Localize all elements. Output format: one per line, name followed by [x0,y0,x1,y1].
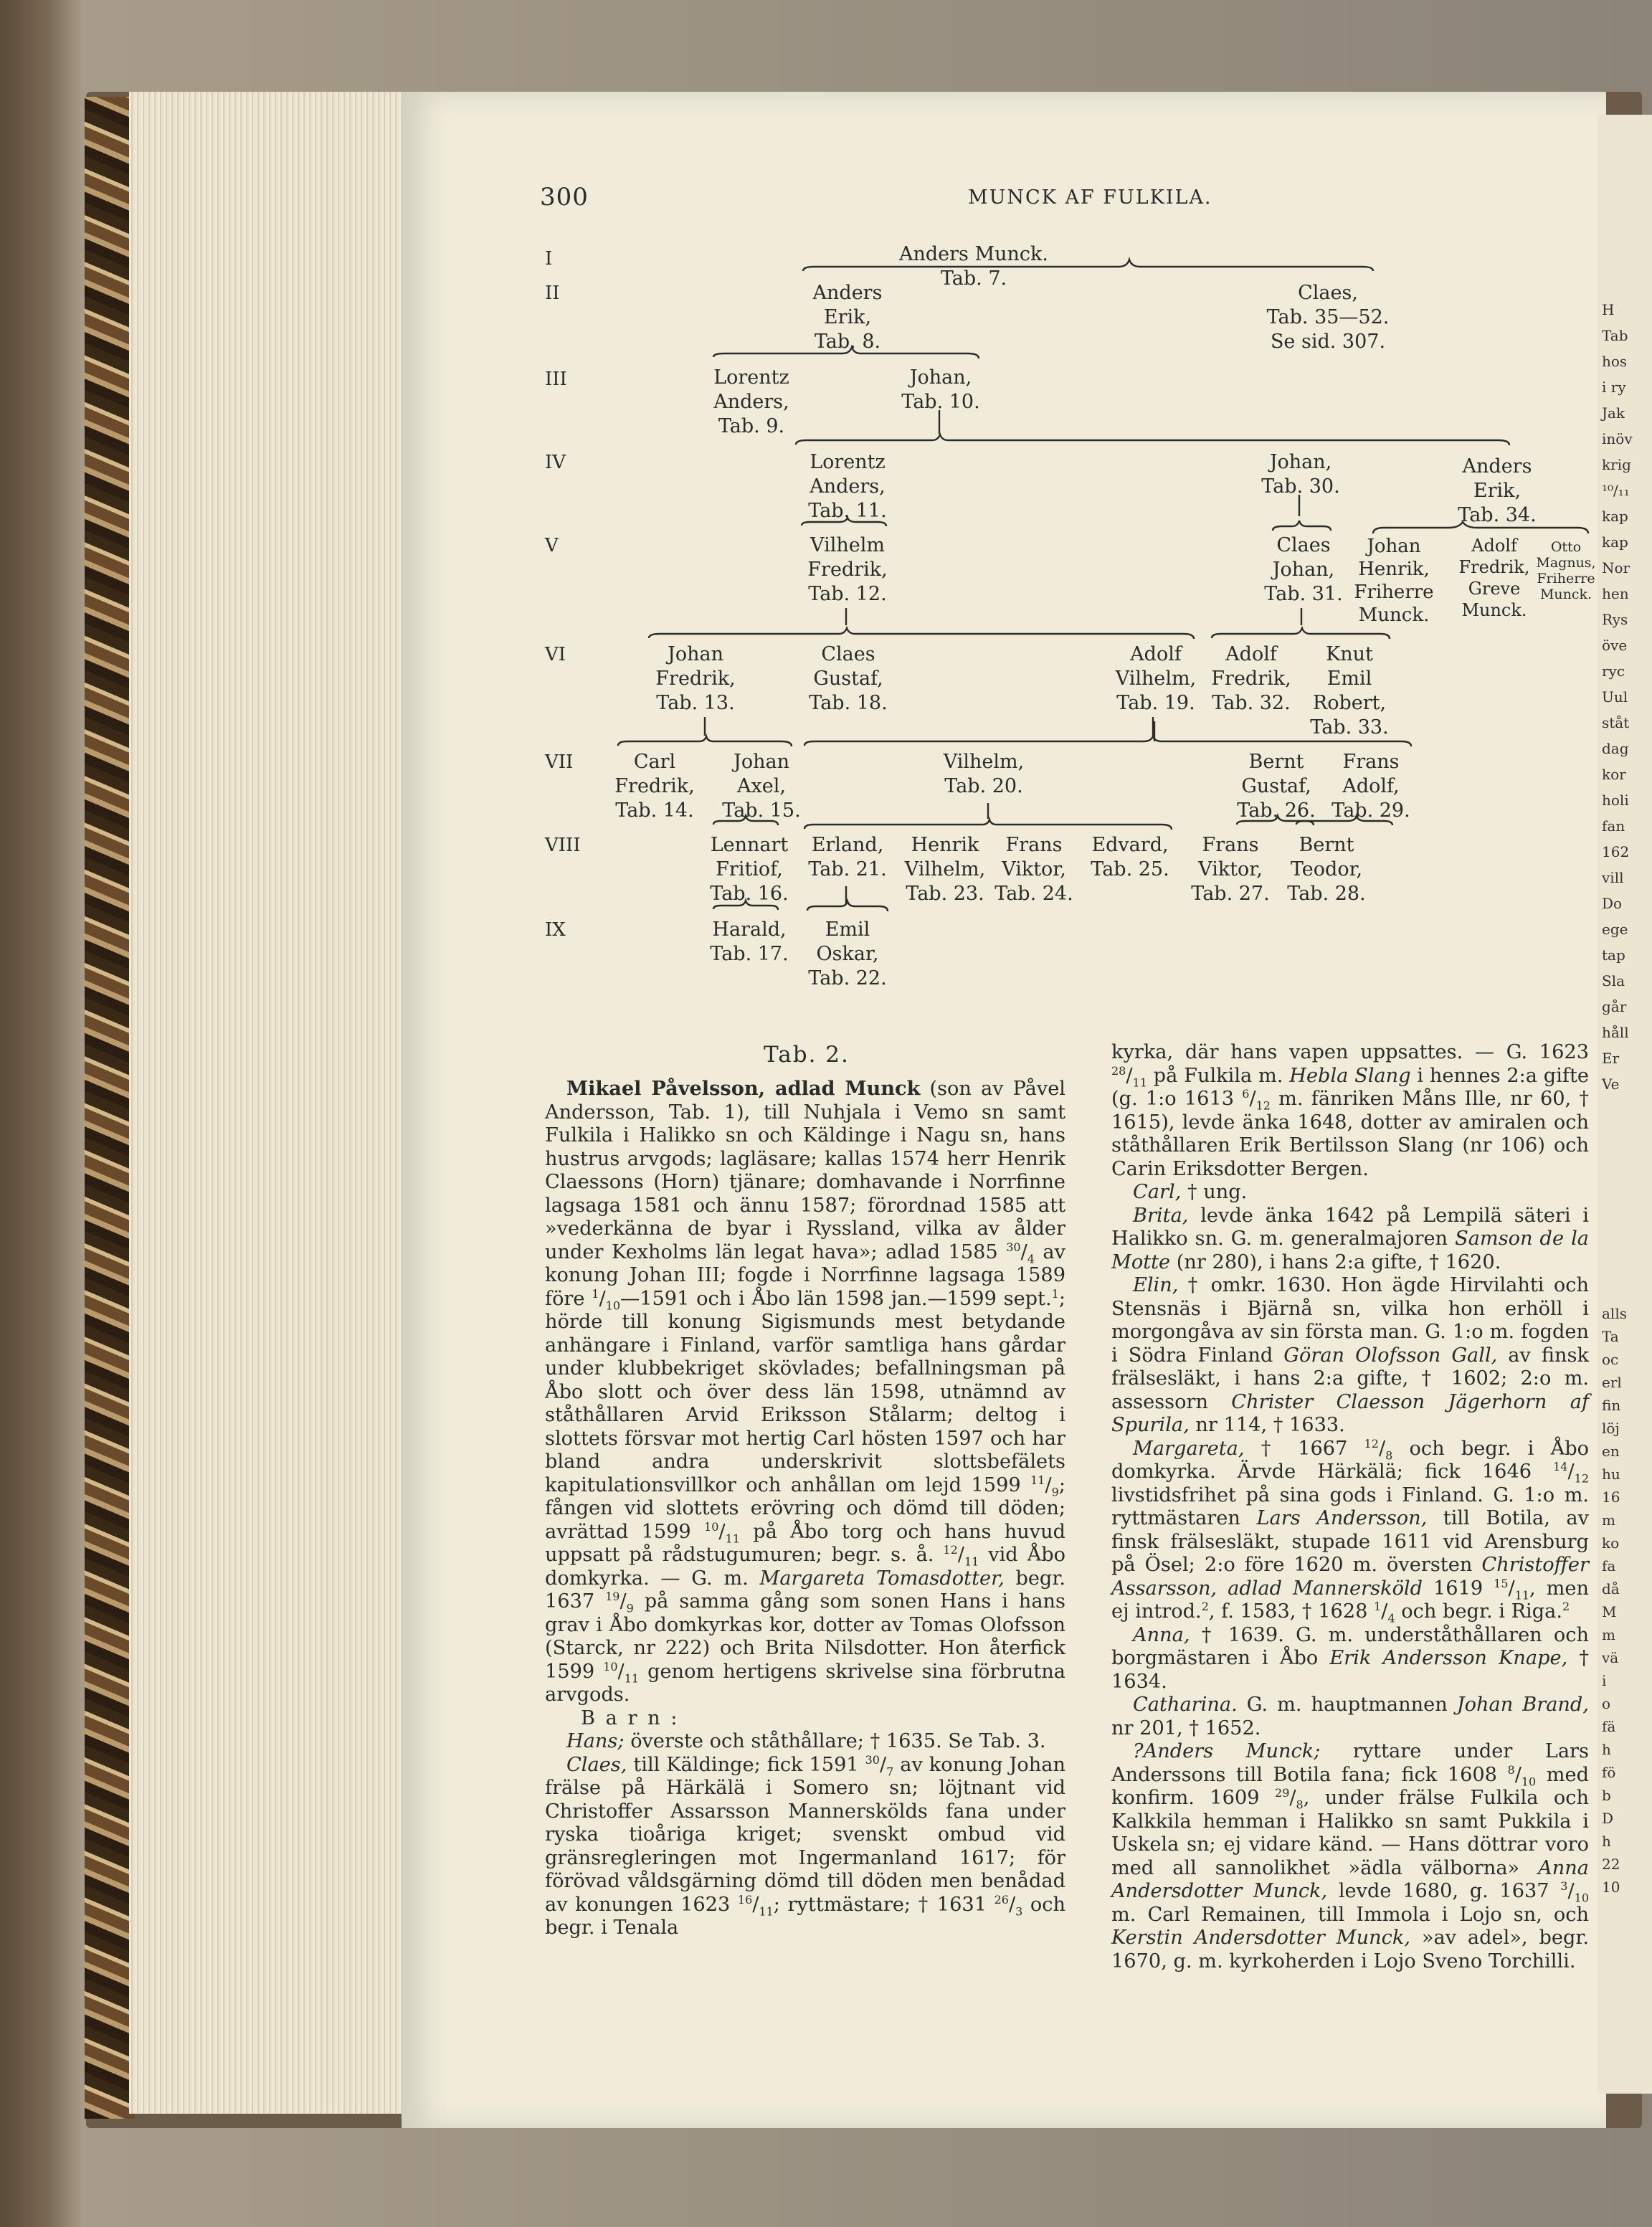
generation-label: VI [545,644,566,665]
tree-node-johan-30: Johan, Tab. 30. [1261,451,1340,498]
subject-name: Mikael Påvelsson, adlad Munck [566,1077,921,1100]
tree-node-emil-22: Emil Oskar, Tab. 22. [808,918,887,989]
next-page-fragment: Uul [1602,688,1628,706]
generation-label: III [545,369,567,390]
barn-heading: B a r n : [581,1706,680,1729]
tree-node-adolf-32: Adolf Fredrik, Tab. 32. [1211,643,1291,714]
next-page-fragment: b [1602,1787,1611,1804]
next-page-fragment: o [1602,1695,1611,1712]
tree-node-harald-17: Harald, Tab. 17. [710,918,789,965]
next-page-fragment: hos [1602,353,1628,370]
next-page-fragment: vill [1602,869,1624,886]
tree-node-frans-24: Frans Viktor, Tab. 24. [994,834,1073,905]
next-page-fragment: ko [1602,1534,1620,1552]
tab-title: Tab. 2. [764,1042,850,1068]
tree-node-carl-14: Carl Fredrik, Tab. 14. [614,751,695,822]
page-edges [129,92,416,2114]
next-page-fragment: 162 [1602,843,1630,860]
tree-node-claes-31: Claes Johan, Tab. 31. [1264,534,1343,605]
marbled-endpaper [85,97,135,2119]
tree-node-lorentz-9: Lorentz Anders, Tab. 9. [713,366,789,437]
generation-label: I [545,248,553,270]
next-page-fragment: ¹⁰/₁₁ [1602,482,1630,499]
next-page-fragment: H [1602,301,1615,318]
generation-label: V [545,535,559,556]
next-page-fragment: 22 [1602,1856,1620,1873]
next-page-fragment: Sla [1602,972,1625,989]
next-page-fragment: ståt [1602,714,1630,731]
next-page-fragment: Jak [1602,404,1625,422]
tree-node-johan-henrik: Johan Henrik, Friherre Munck. [1354,536,1434,626]
running-title: MUNCK AF FULKILA. [968,186,1212,209]
tree-node-johan-15: Johan Axel, Tab. 15. [722,751,801,822]
tree-node-erland-21: Erland, Tab. 21. [808,834,887,880]
next-page-fragment: Do [1602,895,1623,912]
next-page-fragment: D [1602,1810,1614,1827]
next-page-fragment: m [1602,1511,1615,1529]
next-page-fragment: holi [1602,792,1629,809]
next-page-fragment: fä [1602,1718,1616,1735]
next-page-fragment: alls [1602,1305,1627,1322]
next-page-fragment: då [1602,1580,1620,1597]
next-page-fragment: 16 [1602,1488,1620,1506]
tree-node-knut-33: Knut Emil Robert, Tab. 33. [1310,643,1389,739]
next-page-fragment: Rys [1602,611,1628,628]
tree-node-anders-erik-8: Anders Erik, Tab. 8. [812,282,883,353]
left-column: Mikael Påvelsson, adlad Munck (son av Påvel Andersson, Tab. 1), till Nuhjala i Vemo sn samt Fulkila i Halikko sn och Käldinge i Nagu sn, hans hustrus arvgods; lagläsare; kallas 1574 herr Henrik Claessons (Horn) tjänare; domhavande i Norrfinne lagsaga 1581 och ännu 1587; förordnad 1585 att »vederkänna de byar i Ryssland, vilka av ålder under Kexholms län legat hava»; adlad 1585 $^{30}/_4$ av konung Johan III; fogde i Norrfinne lagsaga 1589 före $^1/_{10}—1591$ och i Åbo län 1598 jan.—1599 sept.$^1$; hörde till konung Sigismunds mest betydande anhängare i Finland, varför samtliga hans gårdar under klubbekriget skövlades; befallningsman på Åbo slott och över dess län 1598, utnämnd av ståthållaren Arvid Eriksson Stålarm; deltog i slottets försvar mot hertig Carl hösten 1597 och har bland andra underskrivit slottsbefälets kapitulationsvillkor och anhållan om lejd 1599 $^{11}/_9$; fången vid slottets erövring och dömd till döden; avrättad 1599 $^{10}/_{11}$ på Åbo torg och hans huvud uppsatt på rådstugumuren; begr. s. å. $^{12}/_{11}$ vid Åbo domkyrka. — G. m. Margareta Tomasdotter, begr. 1637 $^{19}/_9$ på samma gång som sonen Hans i hans grav i Åbo domkyrkas kor, dotter av Tomas Olofsson (Starck, nr 222) och Brita Nilsdotter. Hon återfick 1599 $^{10}/_{11}$ genom hertigens skrivelse sina förbrutna arvgods. B a r n : Hans; överste och ståthållare; † 1635. Se Tab. 3. Claes, till Käldinge; fick 1591 $^{30}/_7$ av konung Johan frälse på Härkälä i Somero sn; löjtnant vid Christoffer Assarsson Mannerskölds fana under ryska tioåriga kriget; svenskt ombud vid gränsregleringen mot Ingermanland 1617; för förövad våldsgärning dömd till döden men benådad av konungen 1623 $^{16}/_{11}$; ryttmästare; † 1631 $^{26}/_3$ och begr. i Tenala [545,1077,1065,1939]
next-page-fragment: 10 [1602,1879,1620,1896]
next-page-fragment: erl [1602,1374,1622,1391]
next-page-fragment: i ry [1602,379,1626,396]
next-page-fragment: går [1602,998,1627,1015]
next-page-fragment: Ta [1602,1328,1619,1345]
next-page-fragment: löj [1602,1420,1620,1437]
generation-label: IV [545,452,566,473]
next-page-fragment: h [1602,1833,1611,1850]
tree-node-bernt-26: Bernt Gustaf, Tab. 26. [1237,751,1316,822]
next-page-fragment: kap [1602,508,1628,525]
tree-node-otto-magnus: Otto Magnus, Friherre Munck. [1536,539,1596,602]
tree-node-johan-10: Johan, Tab. 10. [901,366,980,413]
next-page-fragment: ryc [1602,663,1625,680]
next-page-fragment: M [1602,1603,1617,1620]
right-column: kyrka, där hans vapen uppsattes. — G. 1623 $^{28}/_{11}$ på Fulkila m. Hebla Slang i hennes 2:a gifte (g. 1:o 1613 $^6/_{12}$ m. fänriken Måns Ille, nr 60, † 1615), levde änka 1648, dotter av amiralen och ståthållaren Erik Bertilsson Slang (nr 106) och Carin Eriksdotter Bergen. Carl, † ung. Brita, levde änka 1642 på Lempilä säteri i Halikko sn. G. m. generalmajoren Samson de la Motte (nr 280), i hans 2:a gifte, † 1620. Elin, † omkr. 1630. Hon ägde Hirvilahti och Stensnäs i Bjärnå sn, vilka hon erhöll i morgongåva av sin första man. G. 1:o m. fogden i Södra Finland Göran Olofsson Gall, av finsk frälsesläkt, i hans 2:a gifte, † 1602; 2:o m. assessorn Christer Claesson Jägerhorn af Spurila, nr 114, † 1633. Margareta, † 1667 $^{12}/_8$ och begr. i Åbo domkyrka. Ärvde Härkälä; fick 1646 $^{14}/_{12}$ livstidsfrihet på sina gods i Finland. G. 1:o m. ryttmästaren Lars Andersson, till Botila, av finsk frälsesläkt, stupade 1611 vid Arensburg på Ösel; 2:o före 1620 m. översten Christoffer Assarsson, adlad Mannersköld 1619 $^{15}/_{11}$, men ej introd.$^2$, f. 1583, † 1628 $^1/_4$ och begr. i Riga.$^2$ Anna, † 1639. G. m. underståthållaren och borgmästaren i Åbo Erik Andersson Knape, † 1634. Catharina. G. m. hauptmannen Johan Brand, nr 201, † 1652. ?Anders Munck; ryttare under Lars Anderssons till Botila fana; fick 1608 $^8/_{10}$ med konfirm. 1609 $^{29}/_8$, under frälse Fulkila och Kalkkila hemman i Halikko sn samt Pukkila i Uskela sn; ej vidare känd. — Hans döttrar voro med all sannolikhet »ädla välborna» Anna Andersdotter Munck, levde 1680, g. 1637 $^3/_{10}$ m. Carl Remainen, till Immola i Lojo sn, och Kerstin Andersdotter Munck, »av adel», begr. 1670, g. m. kyrkoherden i Lojo Sveno Torchilli. [1111,1041,1590,1972]
tree-node-johan-13: Johan Fredrik, Tab. 13. [655,643,736,714]
tree-node-adolf-19: Adolf Vilhelm, Tab. 19. [1115,643,1197,714]
tree-node-frans-29: Frans Adolf, Tab. 29. [1331,751,1410,822]
next-page-fragment: tap [1602,946,1625,964]
next-page-fragment: fa [1602,1557,1616,1575]
next-page-edge [1598,115,1652,2094]
tree-node-adolf-fredrik: Adolf Fredrik, Greve Munck. [1458,536,1530,620]
next-page-fragment: kap [1602,533,1628,551]
next-page-fragment: dag [1602,740,1629,757]
next-page-fragment: inöv [1602,430,1633,447]
tree-node-bernt-28: Bernt Teodor, Tab. 28. [1287,834,1366,905]
next-page-fragment: m [1602,1626,1615,1643]
tree-node-frans-27: Frans Viktor, Tab. 27. [1191,834,1270,905]
tree-node-edvard-25: Edvard, Tab. 25. [1091,834,1169,880]
next-page-fragment: fan [1602,817,1625,835]
generation-label: VII [545,751,574,773]
next-page-fragment: fö [1602,1764,1616,1781]
page-number: 300 [540,183,589,212]
next-page-fragment: hu [1602,1466,1620,1483]
next-page-fragment: fin [1602,1397,1621,1414]
next-page-fragment: hen [1602,585,1629,602]
generation-label: II [545,282,560,304]
tree-node-claes-18: Claes Gustaf, Tab. 18. [809,643,888,714]
next-page-fragment: i [1602,1672,1607,1689]
next-page-fragment: h [1602,1741,1611,1758]
tree-node-anders-34: Anders Erik, Tab. 34. [1458,455,1537,526]
next-page-fragment: håll [1602,1024,1629,1041]
next-page-fragment: Tab [1602,327,1628,344]
tree-node-root: Anders Munck. Tab. 7. [899,243,1048,290]
tree-node-vilhelm-12: Vilhelm Fredrik, Tab. 12. [807,534,888,605]
next-page-fragment: en [1602,1443,1620,1460]
generation-label: VIII [545,835,581,856]
tree-node-lennart-16: Lennart Fritiof, Tab. 16. [710,834,789,905]
next-page-fragment: kor [1602,766,1626,783]
next-page-fragment: Er [1602,1050,1620,1067]
next-page-fragment: oc [1602,1351,1619,1368]
tree-node-claes-35: Claes, Tab. 35—52. Se sid. 307. [1266,282,1390,353]
next-page-fragment: ege [1602,921,1628,938]
tree-node-vilhelm-20: Vilhelm, Tab. 20. [943,751,1025,797]
next-page-fragment: krig [1602,456,1631,473]
next-page-fragment: öve [1602,637,1628,654]
next-page-fragment: Nor [1602,559,1630,576]
next-page-fragment: vä [1602,1649,1619,1666]
tree-node-lorentz-11: Lorentz Anders, Tab. 11. [808,451,887,522]
generation-label: IX [545,919,566,941]
tree-node-henrik-23: Henrik Vilhelm, Tab. 23. [904,834,986,905]
next-page-fragment: Ve [1602,1075,1620,1093]
